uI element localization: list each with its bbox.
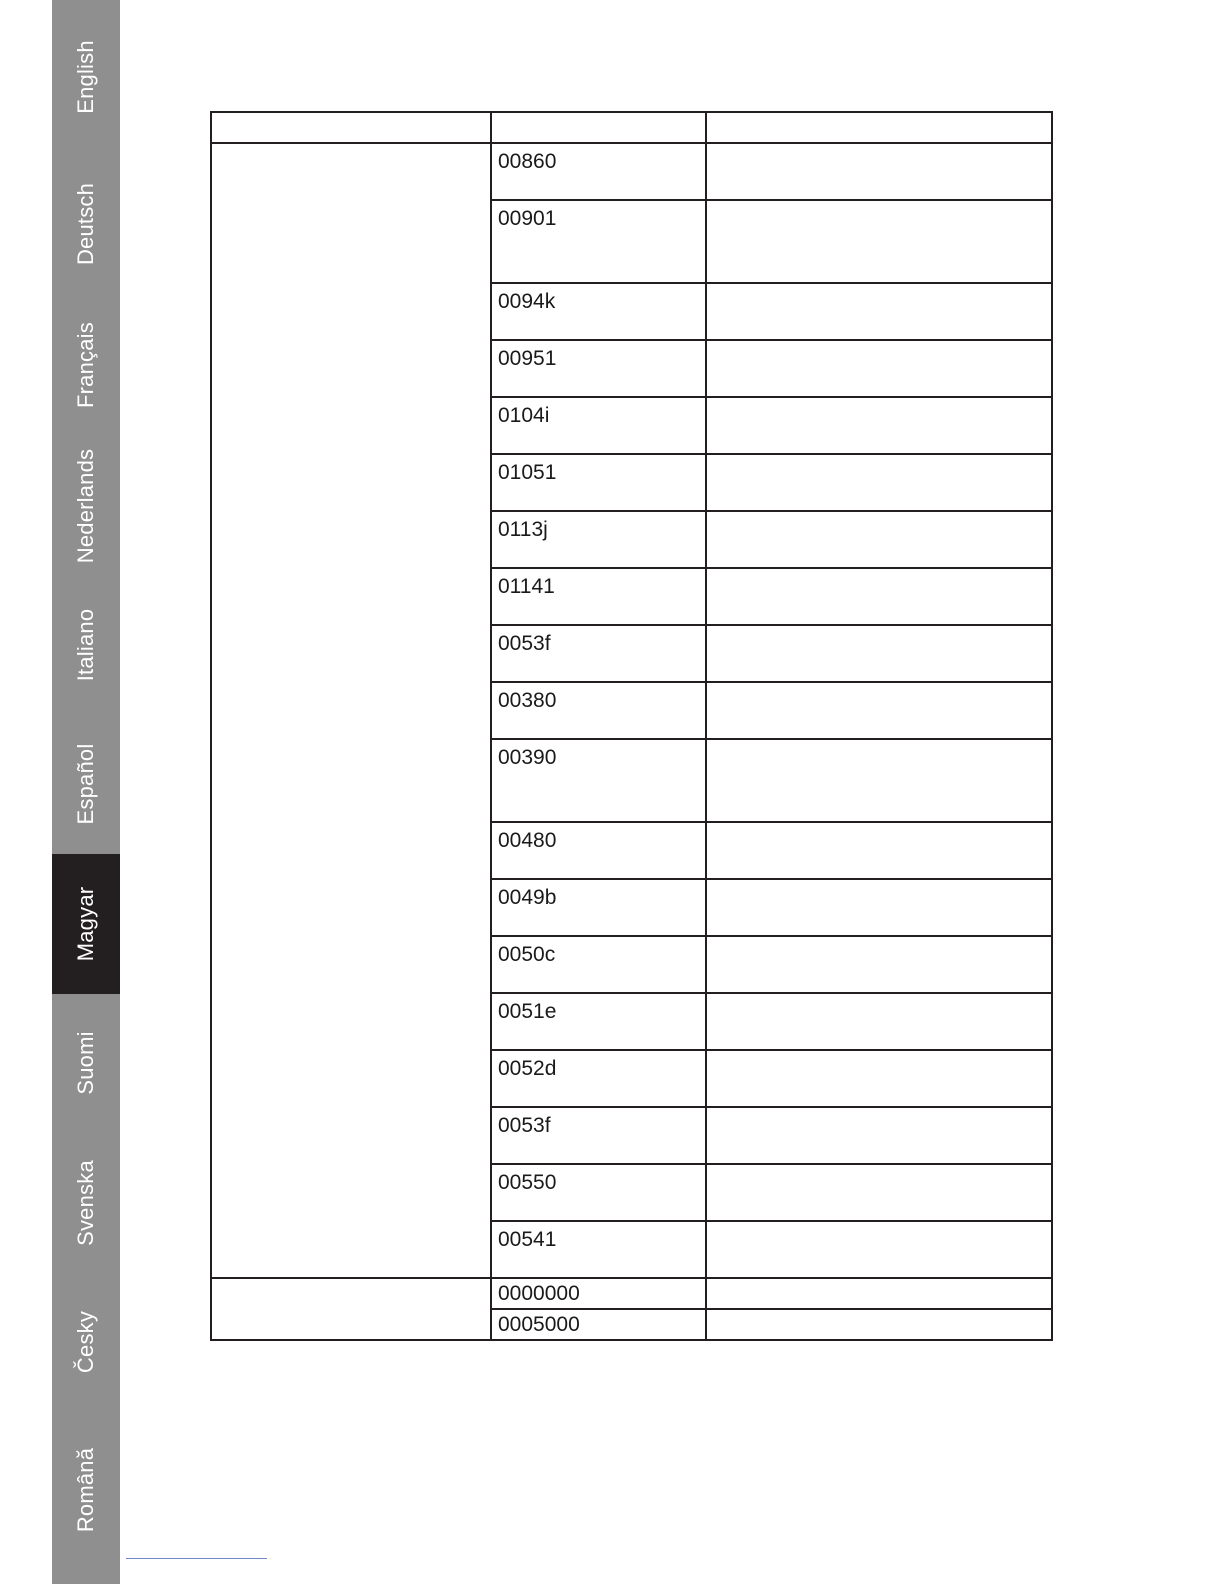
code-text: 00541 [498,1228,557,1251]
code-cell [491,936,706,993]
code-cell [491,283,706,340]
code-text: 0052d [498,1057,557,1080]
header-cell [491,112,706,143]
code-text: 00550 [498,1171,557,1194]
code-cell [491,1221,706,1278]
lang-tab-label: Nederlands [73,448,98,564]
code-text: 00860 [498,150,557,173]
value-cell [706,397,1052,454]
lang-tab-magyar[interactable] [52,854,120,994]
lang-tab-suomi[interactable] [52,993,120,1133]
header-cell [706,112,1052,143]
table-row [211,1278,1052,1309]
code-cell [491,1107,706,1164]
language-sidebar [52,0,120,1584]
code-text: 00480 [498,829,557,852]
code-text: 00901 [498,207,557,230]
value-cell [706,993,1052,1050]
code-cell [491,454,706,511]
code-cell [491,340,706,397]
code-cell [491,879,706,936]
lang-tab-nederlands[interactable] [52,436,120,576]
code-text: 00951 [498,347,557,370]
group-label-cell [211,143,491,1278]
lang-tab-deutsch[interactable] [52,154,120,294]
value-cell [706,454,1052,511]
lang-tab-label: Magyar [73,886,98,962]
code-cell [491,511,706,568]
lang-tab-label: Česky [73,1310,98,1374]
value-cell [706,1107,1052,1164]
value-cell [706,1050,1052,1107]
code-text: 00390 [498,746,557,769]
table-header-row [211,112,1052,143]
code-text: 0000000 [498,1282,580,1305]
lang-tab-svenska[interactable] [52,1133,120,1273]
value-cell [706,739,1052,822]
value-cell [706,568,1052,625]
value-cell [706,340,1052,397]
value-cell [706,200,1052,283]
code-text: 0005000 [498,1313,580,1336]
code-cell [491,993,706,1050]
lang-tab-label: Svenska [73,1160,98,1246]
code-cell [491,822,706,879]
code-cell [491,1278,706,1309]
lang-tab-label: Suomi [73,1031,98,1095]
code-text: 0094k [498,290,556,313]
code-cell [491,1164,706,1221]
lang-tab-label: Deutsch [73,182,98,266]
lang-tab-cesky[interactable] [52,1272,120,1412]
lang-tab-romana[interactable] [52,1420,120,1560]
value-cell [706,1278,1052,1309]
lang-tab-label: Français [73,322,98,408]
code-cell [491,200,706,283]
code-cell [491,1050,706,1107]
value-cell [706,1221,1052,1278]
lang-tab-label: Italiano [73,608,98,682]
code-text: 0050c [498,943,556,966]
code-text: 0049b [498,886,557,909]
lang-tab-francais[interactable] [52,295,120,435]
lang-tab-label: Română [73,1447,98,1533]
group-label-cell [211,1278,491,1340]
code-cell [491,1309,706,1340]
spec-table [210,111,1053,1341]
code-cell [491,143,706,200]
code-cell [491,682,706,739]
value-cell [706,283,1052,340]
code-cell [491,625,706,682]
code-text: 0104i [498,404,550,427]
value-cell [706,879,1052,936]
code-text: 0113j [498,518,548,541]
footer-link-underline [126,1558,267,1559]
lang-tab-italiano[interactable] [52,575,120,715]
code-cell [491,397,706,454]
lang-tab-label: Español [73,743,98,825]
table-row [211,143,1052,200]
code-text: 01051 [498,461,557,484]
code-text: 0053f [498,1114,551,1137]
code-cell [491,739,706,822]
value-cell [706,143,1052,200]
code-text: 0051e [498,1000,557,1023]
value-cell [706,936,1052,993]
code-cell [491,568,706,625]
value-cell [706,822,1052,879]
code-text: 0053f [498,632,551,655]
lang-tab-english[interactable] [52,7,120,147]
value-cell [706,511,1052,568]
lang-tab-label: English [73,40,98,114]
code-text: 01141 [498,575,555,598]
lang-tab-espanol[interactable] [52,714,120,854]
value-cell [706,682,1052,739]
code-text: 00380 [498,689,557,712]
value-cell [706,1309,1052,1340]
header-cell [211,112,491,143]
value-cell [706,625,1052,682]
value-cell [706,1164,1052,1221]
